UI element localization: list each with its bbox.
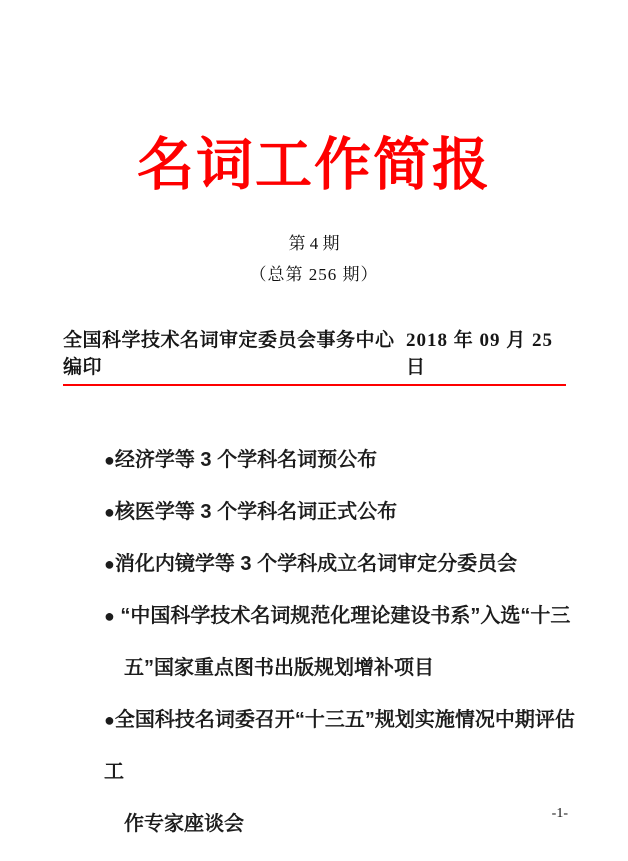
toc-item-5-line-2 (104, 798, 588, 850)
toc-item-1 (104, 434, 588, 486)
page-number: -1- (551, 806, 568, 821)
bullet-icon: ● (104, 554, 115, 574)
toc-item-4-line-2 (104, 642, 588, 694)
cumulative-issue-number: （总第 256 期） (249, 265, 379, 284)
toc-item-3 (104, 538, 588, 590)
toc-item-5-line-1 (104, 694, 588, 798)
bulletin-title: 名词工作简报 (137, 134, 491, 197)
toc-item-text: “中国科学技术名词规范化理论建设书系”入选“十三 (114, 605, 571, 627)
contents-list (104, 434, 588, 850)
bullet-icon: ● (104, 710, 115, 730)
toc-item-text: 核医学等 3 个学科名词正式公布 (114, 501, 398, 523)
bullet-icon: ● (104, 502, 115, 522)
publication-date: 2018 年 09 月 25 日 (406, 330, 554, 378)
publisher-name: 全国科学技术名词审定委员会事务中心编印 (63, 330, 395, 378)
publication-info-row (63, 325, 566, 386)
toc-item-2 (104, 486, 588, 538)
toc-item-text: 全国科技名词委召开“十三五”规划实施情况中期评估工 (104, 709, 575, 783)
bullet-icon: ● (104, 606, 115, 626)
toc-item-4-line-1 (104, 590, 588, 642)
toc-item-text: 作专家座谈会 (124, 813, 244, 835)
issue-number: 第 4 期 (288, 234, 340, 253)
bullet-icon: ● (104, 450, 115, 470)
toc-item-text: 消化内镜学等 3 个学科成立名词审定分委员会 (114, 553, 518, 575)
toc-item-text: 经济学等 3 个学科名词预公布 (114, 449, 378, 471)
toc-item-text: 五”国家重点图书出版规划增补项目 (124, 657, 434, 679)
